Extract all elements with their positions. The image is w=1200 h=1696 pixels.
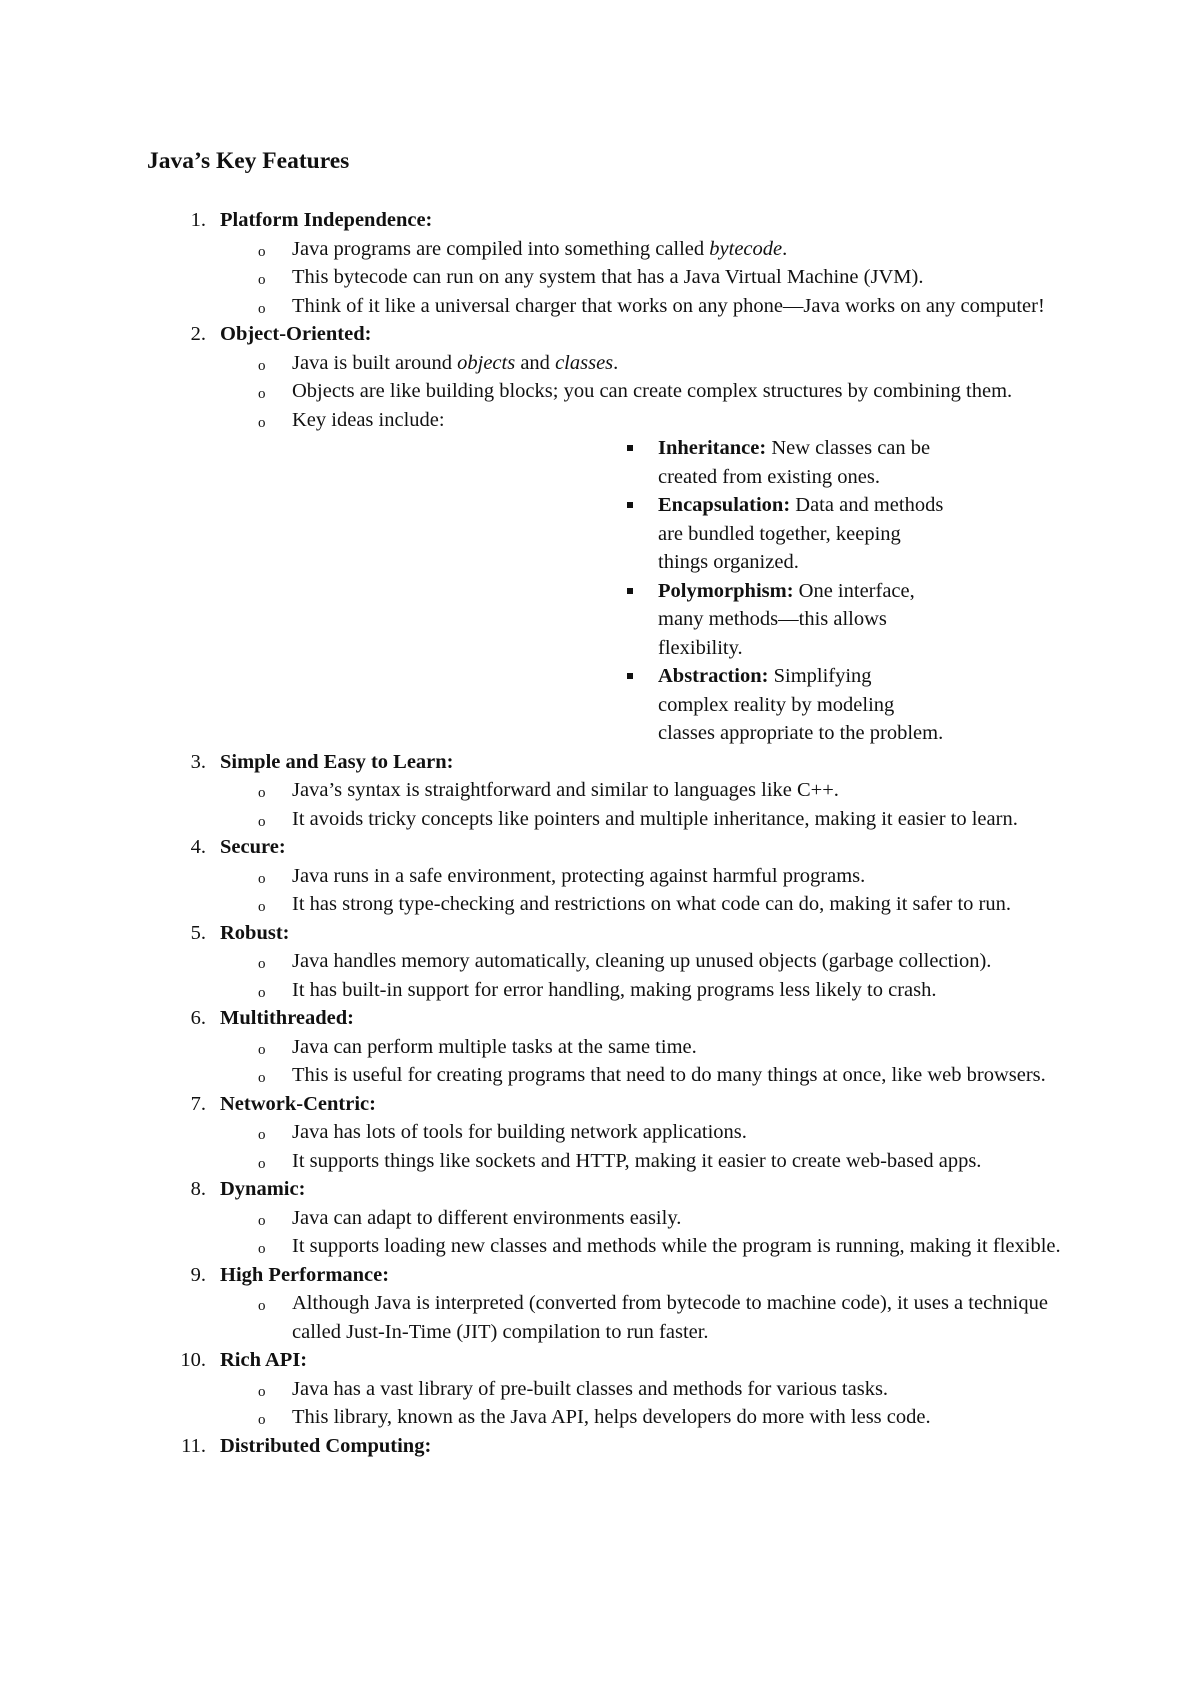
feature-item xyxy=(0,1004,1200,1090)
bullet-text xyxy=(292,1121,747,1143)
circle-bullet-icon: o xyxy=(258,813,266,830)
sub-bullet-term: Inheritance: xyxy=(658,437,767,459)
feature-number: 11. xyxy=(181,1434,206,1457)
circle-bullet-icon: o xyxy=(258,1041,266,1058)
sub-bullet-item xyxy=(292,577,1072,663)
feature-number: 9. xyxy=(190,1263,206,1286)
sub-bullet-term: Encapsulation: xyxy=(658,494,791,516)
feature-number: 6. xyxy=(190,1007,206,1029)
bullet-text xyxy=(292,979,936,1001)
feature-heading: Dynamic: xyxy=(220,1178,306,1200)
feature-heading: Robust: xyxy=(220,921,290,944)
bullet-item xyxy=(0,947,1200,976)
bullet-item xyxy=(0,1403,1200,1432)
bullet-text-run: Java can adapt to different environments easily. xyxy=(292,1206,682,1229)
feature-number: 4. xyxy=(190,836,206,858)
bullet-item xyxy=(0,1204,1200,1233)
sub-bullet-item xyxy=(292,662,1072,748)
bullet-item xyxy=(0,805,1200,834)
bullet-text xyxy=(292,1406,931,1428)
bullet-item xyxy=(0,1232,1200,1261)
bullet-item xyxy=(0,406,1200,748)
bullet-text xyxy=(292,779,839,801)
bullet-item xyxy=(0,976,1200,1005)
feature-number: 1. xyxy=(190,209,206,231)
bullet-item xyxy=(0,235,1200,264)
circle-bullet-icon: o xyxy=(258,243,266,260)
square-bullet-icon xyxy=(627,588,633,594)
bullet-item xyxy=(0,1061,1200,1090)
feature-number: 3. xyxy=(190,750,206,773)
bullet-text xyxy=(292,409,445,431)
circle-bullet-icon: o xyxy=(258,414,266,431)
feature-item xyxy=(0,1175,1200,1261)
sub-bullet-text: One interface, many methods—this allows flexibility. xyxy=(658,579,915,659)
feature-item xyxy=(0,1090,1200,1176)
circle-bullet-icon: o xyxy=(258,1212,266,1229)
bullet-text-run: Think of it like a universal charger that works on any phone—Java works on any computer! xyxy=(292,294,1045,317)
sub-bullet-list xyxy=(292,434,1072,748)
bullet-text-run: Java’s syntax is straightforward and similar to languages like C++. xyxy=(292,779,839,801)
bullet-text-run: Key ideas include: xyxy=(292,408,445,431)
bullet-text xyxy=(292,1292,1048,1343)
feature-item xyxy=(0,748,1200,834)
bullet-text-run: It supports loading new classes and methods while the program is running, making it flexible. xyxy=(292,1235,1061,1257)
bullet-list xyxy=(0,1204,1200,1261)
feature-item xyxy=(0,919,1200,1005)
bullet-text-run: Java can perform multiple tasks at the same time. xyxy=(292,1035,697,1058)
bullet-text xyxy=(292,893,1011,915)
sub-bullet-text: Simplifying complex reality by modeling classes appropriate to the problem. xyxy=(658,665,944,744)
circle-bullet-icon: o xyxy=(258,1241,266,1257)
circle-bullet-icon: o xyxy=(258,1383,266,1400)
bullet-text xyxy=(292,865,865,887)
circle-bullet-icon: o xyxy=(258,956,266,972)
circle-bullet-icon: o xyxy=(258,1412,266,1428)
bullet-list xyxy=(0,1118,1200,1175)
sub-bullet-item xyxy=(292,491,1072,577)
bullet-text-run: Objects are like building blocks; you can create complex structures by combining them. xyxy=(292,380,1013,402)
bullet-list xyxy=(0,1289,1200,1346)
circle-bullet-icon: o xyxy=(258,1127,266,1143)
feature-heading: Multithreaded: xyxy=(220,1007,355,1029)
bullet-text-run: This library, known as the Java API, helps developers do more with less code. xyxy=(292,1406,931,1428)
circle-bullet-icon: o xyxy=(258,870,266,887)
bullet-item xyxy=(0,1375,1200,1404)
bullet-text xyxy=(292,295,1045,317)
bullet-text-run: Java programs are compiled into something called xyxy=(292,237,710,260)
bullet-text xyxy=(292,1378,888,1400)
bullet-item xyxy=(0,776,1200,805)
sub-bullet-text: New classes can be created from existing ones. xyxy=(658,437,931,488)
feature-heading: Distributed Computing: xyxy=(220,1434,432,1457)
feature-number: 8. xyxy=(190,1178,206,1200)
square-bullet-icon xyxy=(627,445,633,451)
bullet-text-run: It supports things like sockets and HTTP, making it easier to create web-based apps. xyxy=(292,1149,982,1172)
feature-heading: High Performance: xyxy=(220,1263,390,1286)
circle-bullet-icon: o xyxy=(258,984,266,1001)
sub-bullet-text: Data and methods are bundled together, keeping things organized. xyxy=(658,494,944,573)
italic-term: classes xyxy=(555,351,614,374)
feature-item xyxy=(0,833,1200,919)
bullet-list xyxy=(0,235,1200,321)
bullet-item xyxy=(0,1033,1200,1062)
bullet-text-run: Java handles memory automatically, cleaning up unused objects (garbage collection). xyxy=(292,950,992,972)
feature-item xyxy=(0,1346,1200,1432)
bullet-text xyxy=(292,808,1018,830)
bullet-item xyxy=(0,1118,1200,1147)
bullet-text-run: . xyxy=(782,237,788,260)
bullet-text-run: It avoids tricky concepts like pointers and multiple inheritance, making it easier to learn. xyxy=(292,807,1018,830)
feature-item xyxy=(0,1432,1200,1461)
feature-heading: Simple and Easy to Learn: xyxy=(220,750,454,773)
feature-heading: Object-Oriented: xyxy=(220,323,372,345)
square-bullet-icon xyxy=(627,502,633,508)
bullet-text-run: Java has a vast library of pre-built classes and methods for various tasks. xyxy=(292,1377,889,1400)
feature-number: 7. xyxy=(190,1092,206,1115)
bullet-text-run: This is useful for creating programs that need to do many things at once, like web browsers. xyxy=(292,1064,1046,1086)
bullet-item xyxy=(0,1289,1200,1346)
circle-bullet-icon: o xyxy=(258,357,266,374)
feature-heading: Network-Centric: xyxy=(220,1092,376,1115)
circle-bullet-icon: o xyxy=(258,386,266,402)
bullet-item xyxy=(0,862,1200,891)
bullet-list xyxy=(0,776,1200,833)
sub-bullet-item xyxy=(292,434,1072,491)
square-bullet-icon xyxy=(627,673,633,679)
sub-bullet-term: Polymorphism: xyxy=(658,579,794,602)
bullet-list xyxy=(0,1375,1200,1432)
feature-item xyxy=(0,206,1200,320)
circle-bullet-icon: o xyxy=(258,899,266,915)
sub-bullet-term: Abstraction: xyxy=(658,665,769,687)
bullet-text xyxy=(292,1235,1061,1257)
feature-heading: Platform Independence: xyxy=(220,209,433,231)
feature-number: 2. xyxy=(190,323,206,345)
bullet-item xyxy=(0,1147,1200,1176)
circle-bullet-icon: o xyxy=(258,1155,266,1172)
feature-heading: Secure: xyxy=(220,836,286,858)
features-list xyxy=(0,206,1200,1460)
bullet-list xyxy=(0,862,1200,919)
bullet-text xyxy=(292,1207,681,1229)
bullet-text xyxy=(292,950,991,972)
circle-bullet-icon: o xyxy=(258,785,266,801)
bullet-text xyxy=(292,380,1012,402)
bullet-text-run: It has built-in support for error handling, making programs less likely to crash. xyxy=(292,978,937,1001)
circle-bullet-icon: o xyxy=(258,300,266,317)
bullet-text-run: Although Java is interpreted (converted from bytecode to machine code), it uses a technique called Just-In-Time (JIT) compilation to run faster. xyxy=(292,1292,1048,1343)
bullet-text xyxy=(292,1036,697,1058)
bullet-list xyxy=(0,1033,1200,1090)
bullet-text xyxy=(292,238,787,260)
document-title: Java’s Key Features xyxy=(147,148,350,174)
bullet-item xyxy=(0,292,1200,321)
bullet-text-run: Java runs in a safe environment, protecting against harmful programs. xyxy=(292,864,866,887)
bullet-item xyxy=(0,349,1200,378)
feature-heading: Rich API: xyxy=(220,1349,308,1371)
bullet-item xyxy=(0,890,1200,919)
feature-number: 5. xyxy=(190,921,206,944)
bullet-text xyxy=(292,352,618,374)
bullet-text-run: Java is built around xyxy=(292,351,458,374)
bullet-list xyxy=(0,349,1200,748)
feature-number: 10. xyxy=(180,1349,206,1371)
circle-bullet-icon: o xyxy=(258,1070,266,1086)
bullet-text-run: It has strong type-checking and restrictions on what code can do, making it safer to run. xyxy=(292,893,1012,915)
bullet-item xyxy=(0,263,1200,292)
bullet-text-run: This bytecode can run on any system that has a Java Virtual Machine (JVM). xyxy=(292,266,924,288)
bullet-text-run: . xyxy=(613,351,619,374)
feature-item xyxy=(0,320,1200,748)
circle-bullet-icon: o xyxy=(258,272,266,288)
bullet-list xyxy=(0,947,1200,1004)
italic-term: objects xyxy=(457,351,516,374)
circle-bullet-icon: o xyxy=(258,1298,266,1314)
bullet-text xyxy=(292,1150,981,1172)
bullet-text-run: Java has lots of tools for building network applications. xyxy=(292,1121,747,1143)
feature-item xyxy=(0,1261,1200,1347)
bullet-text-run: and xyxy=(515,351,556,374)
italic-term: bytecode xyxy=(709,237,783,260)
bullet-text xyxy=(292,266,923,288)
bullet-text xyxy=(292,1064,1046,1086)
bullet-item xyxy=(0,377,1200,406)
